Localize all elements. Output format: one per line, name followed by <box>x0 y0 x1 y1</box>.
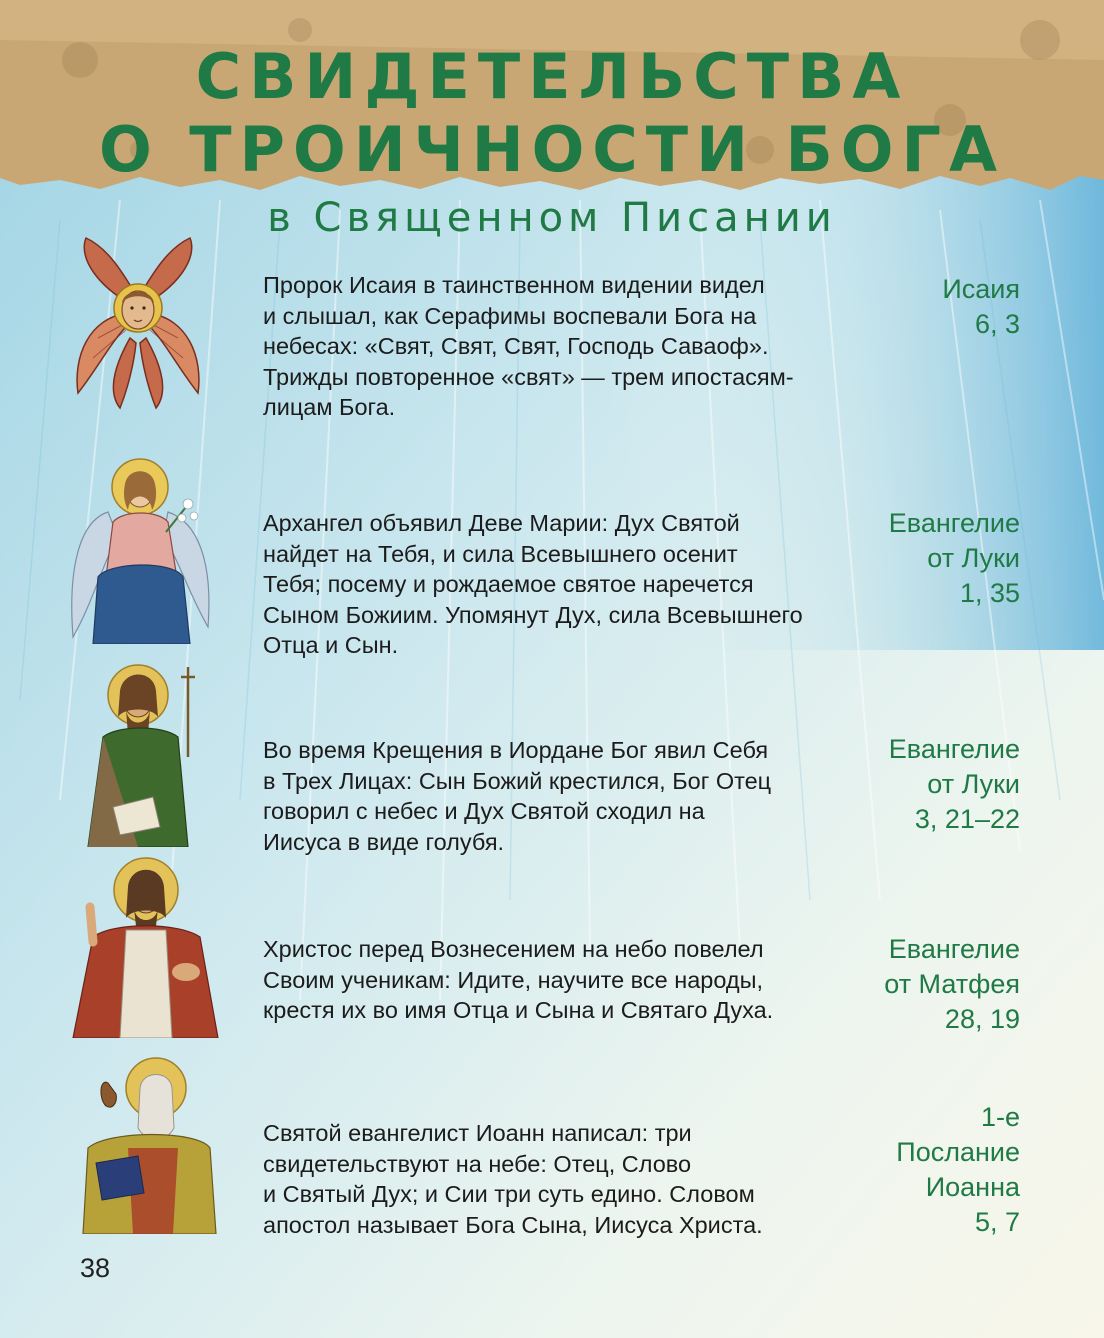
entry-reference: Евангелие от Луки 3, 21–22 <box>888 734 1020 834</box>
page-title-line2: О ТРОИЧНОСТИ БОГА <box>98 113 1006 186</box>
christ-icon <box>68 852 223 1038</box>
entry-text: Христос перед Вознесением на небо повелел Своим ученикам: Идите, научите все народы, крестя их во имя Отца и Сына и Святаго Духа. <box>263 936 774 1024</box>
archangel-icon <box>68 452 218 644</box>
entry-reference: Исаия 6, 3 <box>942 274 1020 339</box>
entry-reference: Евангелие от Матфея 28, 19 <box>884 934 1020 1034</box>
entry-reference: 1-е Послание Иоанна 5, 7 <box>896 1102 1020 1237</box>
entry-text: Во время Крещения в Иордане Бог явил Себя в Трех Лицах: Сын Божий крестился, Бог Отец говорил с небес и Дух Святой сходил на Иисуса в виде голубя. <box>263 737 772 855</box>
entry-text: Пророк Исаия в таинственном видении видел и слышал, как Серафимы воспевали Бога на небесах: «Свят, Свят, Свят, Господь Саваоф». Трижды повторенное «свят» — трем ипостасям- лицам Бога. <box>263 272 794 421</box>
seraph-icon <box>68 228 208 410</box>
john-the-evangelist-icon <box>68 1048 218 1234</box>
john-the-baptist-icon <box>68 657 213 847</box>
entry-text: Архангел объявил Деве Марии: Дух Святой найдет на Тебя, и сила Всевышнего осенит Тебя; посему и рождаемое святое наречется Сыном Божиим. Упомянут Дух, сила Всевышнего Отца и Сын. <box>263 510 803 659</box>
entry-text: Святой евангелист Иоанн написал: три свидетельствуют на небе: Отец, Слово и Святый Дух; и Сии три суть едино. Словом апостол называет Бога Сына, Иисуса Христа. <box>263 1120 763 1238</box>
entry-reference: Евангелие от Луки 1, 35 <box>888 508 1020 608</box>
page-subtitle: в Священном Писании <box>267 195 837 241</box>
page-number: 38 <box>80 1253 111 1283</box>
page-title-line1: СВИДЕТЕЛЬСТВА <box>195 40 909 113</box>
